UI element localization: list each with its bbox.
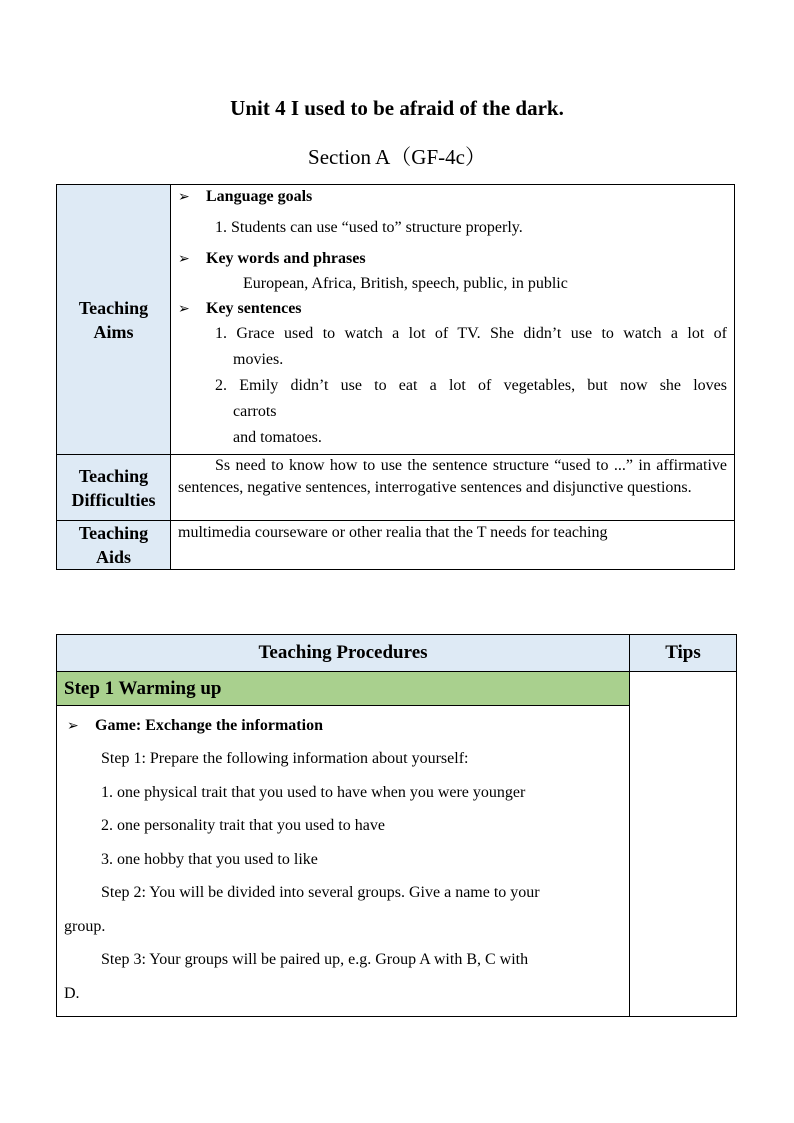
key-words-list: European, Africa, British, speech, public, in public (243, 275, 568, 292)
step-title-row (57, 672, 737, 706)
document-subtitle: Section A（GF-4c） (308, 145, 486, 169)
step-1-body (57, 706, 630, 1017)
teaching-aids-label: Teaching Aids (57, 521, 171, 570)
language-goals-item: 1. Students can use “used to” structure properly. (215, 219, 523, 236)
teaching-aids-content: multimedia courseware or other realia that the T needs for teaching (171, 521, 735, 570)
procedure-line: Step 1: Prepare the following information about yourself: (101, 750, 469, 767)
step-1-title: Step 1 Warming up (57, 672, 630, 706)
teaching-plan-table (56, 184, 735, 570)
game-heading: ➢ Game: Exchange the information (67, 714, 622, 738)
procedures-header: Teaching Procedures (57, 635, 630, 672)
teaching-difficulties-row (57, 455, 735, 521)
tips-header: Tips (630, 635, 737, 672)
teaching-difficulties-content: Ss need to know how to use the sentence structure “used to ...” in affirmative sentences, negative sentences, interrogative sentences and disjunctive questions. (171, 455, 735, 521)
key-words-heading: ➢ Key words and phrases (178, 247, 727, 271)
key-sentence-1-line1: 1. Grace used to watch a lot of TV. She didn’t use to watch a lot of (215, 325, 727, 342)
procedure-line: D. (64, 984, 80, 1002)
teaching-aids-row (57, 521, 735, 570)
procedure-line: Step 3: Your groups will be paired up, e.g. Group A with B, C with (101, 951, 529, 968)
tips-cell (630, 672, 737, 1017)
teaching-procedures-table (56, 634, 737, 1017)
language-goals-heading: ➢ Language goals (178, 185, 727, 209)
teaching-aims-row (57, 185, 735, 455)
document-title: Unit 4 I used to be afraid of the dark. (230, 96, 564, 120)
teaching-aims-label: Teaching Aims (57, 185, 171, 455)
key-sentence-2-line1: 2. Emily didn’t use to eat a lot of vegetables, but now she loves (215, 377, 727, 394)
procedure-line: Step 2: You will be divided into several groups. Give a name to your (101, 884, 540, 901)
procedures-header-row (57, 635, 737, 672)
key-sentence-2-line3: and tomatoes. (233, 429, 322, 446)
procedure-line: 1. one physical trait that you used to have when you were younger (101, 783, 526, 801)
teaching-aims-content (171, 185, 735, 455)
procedure-line: 3. one hobby that you used to like (101, 850, 318, 868)
key-sentences-heading: ➢ Key sentences (178, 297, 727, 321)
teaching-difficulties-label: Teaching Difficulties (57, 455, 171, 521)
procedure-line: group. (64, 917, 106, 935)
key-sentence-2-line2: carrots (233, 403, 277, 420)
key-sentence-1-line2: movies. (233, 351, 284, 368)
procedure-line: 2. one personality trait that you used to have (101, 817, 385, 834)
